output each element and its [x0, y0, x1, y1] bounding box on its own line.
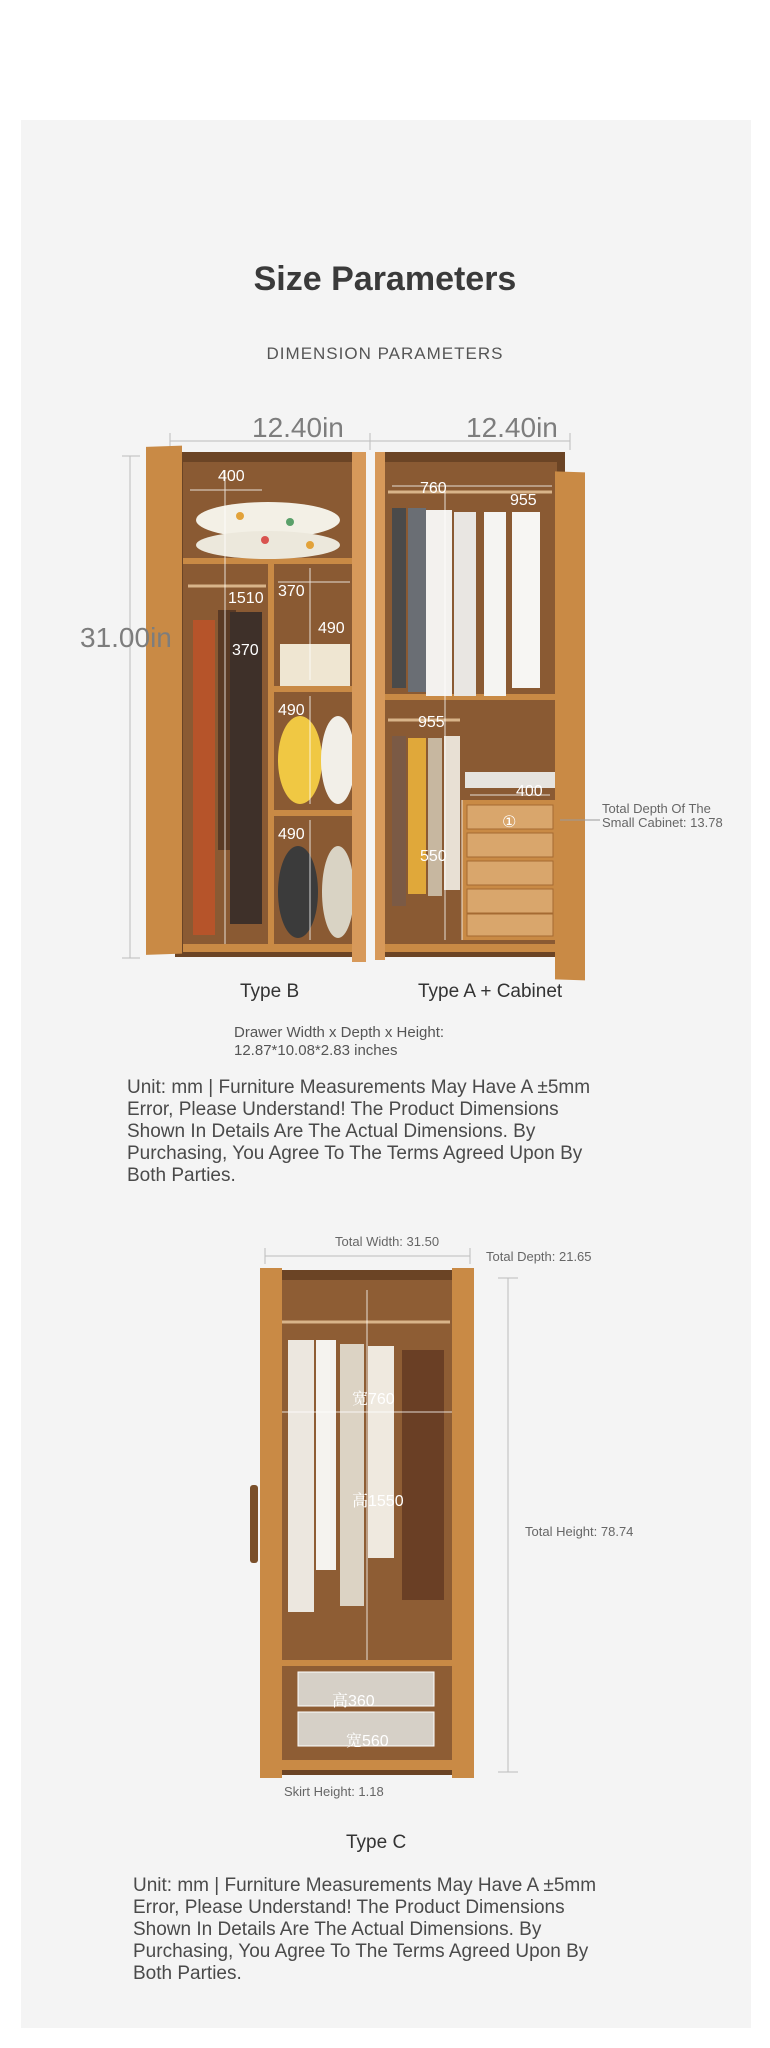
- depth-note-line-2: Small Cabinet: 13.78: [602, 815, 723, 830]
- disclaimer-line: Purchasing, You Agree To The Terms Agreed Upon By: [133, 1941, 589, 1962]
- c-total-height: Total Height: 78.74: [525, 1524, 634, 1539]
- drawer-dimensions-line-2: 12.87*10.08*2.83 inches: [234, 1042, 398, 1059]
- type-c-label: Type C: [346, 1832, 407, 1853]
- type-b-label: Type B: [240, 981, 300, 1002]
- type-a-cabinet-label: Type A + Cabinet: [418, 981, 563, 1002]
- c-measure-width-560: 宽560: [346, 1733, 389, 1750]
- measure-1510: 1510: [228, 590, 264, 607]
- disclaimer-line: Shown In Details Are The Actual Dimensions. By: [127, 1121, 536, 1142]
- wardrobe-type-b: [146, 446, 366, 962]
- disclaimer-line: Error, Please Understand! The Product Dimensions: [127, 1099, 559, 1120]
- measure-760: 760: [420, 480, 447, 497]
- disclaimer-line: Both Parties.: [133, 1963, 242, 1984]
- drawer-dimensions: [234, 1024, 444, 1060]
- measure-400: 400: [218, 468, 245, 485]
- wardrobe-type-a-cabinet: [375, 452, 585, 980]
- measure-550: 550: [420, 848, 447, 865]
- disclaimer-line: Unit: mm | Furniture Measurements May Have A ±5mm: [127, 1077, 591, 1098]
- drawer-dimensions-line-1: Drawer Width x Depth x Height:: [234, 1024, 445, 1041]
- drawer-marker-1: ①: [502, 814, 517, 831]
- measure-955b: 955: [418, 714, 445, 731]
- depth-note-line-1: Total Depth Of The: [602, 801, 711, 816]
- disclaimer-line: Shown In Details Are The Actual Dimensions. By: [133, 1919, 542, 1940]
- c-measure-height-1550: 高1550: [352, 1493, 404, 1510]
- c-measure-height-360: 高360: [332, 1693, 375, 1710]
- measurement-disclaimer-2: [133, 1875, 596, 1985]
- disclaimer-line: Unit: mm | Furniture Measurements May Have A ±5mm: [133, 1875, 597, 1896]
- measure-490a: 490: [318, 620, 345, 637]
- c-skirt-height: Skirt Height: 1.18: [284, 1784, 384, 1799]
- measure-370a: 370: [278, 583, 305, 600]
- page-subtitle: DIMENSION PARAMETERS: [266, 344, 504, 363]
- c-total-width: Total Width: 31.50: [335, 1234, 440, 1249]
- page-title: Size Parameters: [253, 260, 517, 298]
- small-cabinet-depth-note: [602, 802, 723, 830]
- measure-955a: 955: [510, 492, 537, 509]
- measure-490b: 490: [278, 702, 305, 719]
- ab-height: 31.00in: [80, 622, 172, 653]
- disclaimer-line: Both Parties.: [127, 1165, 236, 1186]
- c-measure-width-760: 宽760: [352, 1391, 395, 1408]
- c-total-depth: Total Depth: 21.65: [486, 1249, 592, 1264]
- disclaimer-line: Error, Please Understand! The Product Dimensions: [133, 1897, 565, 1918]
- measure-400b: 400: [516, 783, 543, 800]
- measurement-disclaimer-1: [127, 1077, 590, 1187]
- disclaimer-line: Purchasing, You Agree To The Terms Agreed Upon By: [127, 1143, 583, 1164]
- ab-width-right: 12.40in: [466, 412, 558, 443]
- measure-490c: 490: [278, 826, 305, 843]
- ab-width-left: 12.40in: [252, 412, 344, 443]
- measure-370b: 370: [232, 642, 259, 659]
